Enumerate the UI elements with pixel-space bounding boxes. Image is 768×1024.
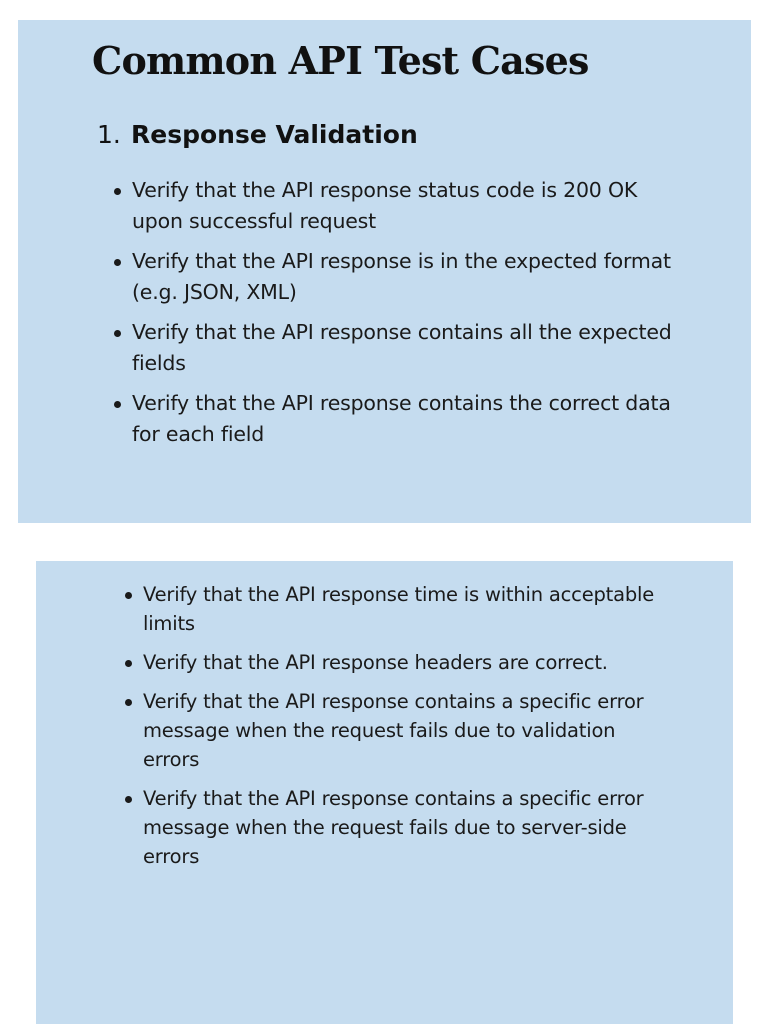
- bullet-icon: [114, 259, 121, 266]
- list-item-text: Verify that the API response headers are correct.: [143, 651, 608, 674]
- bullet-icon: [125, 592, 132, 599]
- list-item-text: Verify that the API response contains the correct data for each field: [132, 391, 671, 446]
- list-item-text: Verify that the API response contains all the expected fields: [132, 320, 672, 375]
- list-item-text: Verify that the API response is in the expected format (e.g. JSON, XML): [132, 249, 671, 304]
- page-title: Common API Test Cases: [92, 38, 589, 83]
- bullet-icon: [125, 699, 132, 706]
- section-label: Response Validation: [131, 120, 418, 149]
- bullet-icon: [125, 660, 132, 667]
- list-item: [125, 687, 665, 774]
- bullet-icon: [114, 401, 121, 408]
- list-item: [114, 175, 674, 236]
- list-item: [125, 580, 665, 638]
- list-item: [125, 648, 665, 677]
- bullet-icon: [125, 796, 132, 803]
- bullet-list: [125, 580, 665, 881]
- list-item-text: Verify that the API response contains a specific error message when the request fails due to validation errors: [143, 690, 644, 771]
- section-heading: [97, 120, 418, 149]
- bullet-list: [114, 175, 674, 459]
- list-item: [114, 317, 674, 378]
- list-item: [114, 388, 674, 449]
- list-item: [125, 784, 665, 871]
- bullet-icon: [114, 330, 121, 337]
- section-number: 1.: [97, 120, 121, 149]
- list-item: [114, 246, 674, 307]
- list-item-text: Verify that the API response status code is 200 OK upon successful request: [132, 178, 638, 233]
- list-item-text: Verify that the API response contains a specific error message when the request fails due to server-side errors: [143, 787, 644, 868]
- content-card-2: [36, 561, 733, 1024]
- list-item-text: Verify that the API response time is within acceptable limits: [143, 583, 655, 635]
- content-card-1: [18, 20, 751, 523]
- bullet-icon: [114, 188, 121, 195]
